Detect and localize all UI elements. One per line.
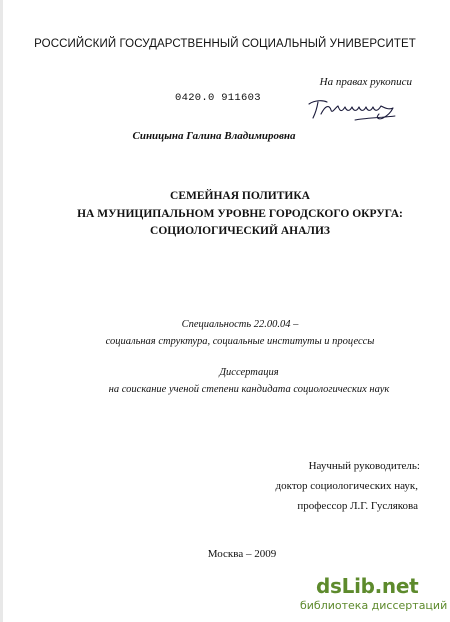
supervisor-block [276, 456, 420, 516]
title-line: СОЦИОЛОГИЧЕСКИЙ АНАЛИЗ [150, 225, 330, 237]
specialty-code: Специальность 22.00.04 – [181, 319, 299, 330]
dissertation-type-block [0, 364, 450, 398]
university-name: РОССИЙСКИЙ ГОСУДАРСТВЕННЫЙ СОЦИАЛЬНЫЙ УНИВЕРСИТЕТ [34, 38, 416, 50]
supervisor-label: Научный руководитель: [308, 460, 420, 472]
degree-description: на соискание ученой степени кандидата социологических наук [108, 384, 390, 395]
supervisor-name: профессор Л.Г. Гуслякова [297, 500, 418, 512]
page-edge [0, 0, 3, 622]
title-line: СЕМЕЙНАЯ ПОЛИТИКА [170, 190, 310, 202]
watermark-caption: библиотека диссертаций [300, 599, 448, 612]
dslib-watermark [300, 573, 446, 617]
city-year: Москва – 2009 [207, 548, 277, 560]
specialty-name: социальная структура, социальные институты и процессы [105, 336, 375, 347]
supervisor-degree: доктор социологических наук, [275, 480, 418, 492]
author-name: Синицына Галина Владимировна [132, 130, 296, 142]
title-line: НА МУНИЦИПАЛЬНОМ УРОВНЕ ГОРОДСКОГО ОКРУГА: [77, 207, 403, 220]
handwritten-signature [305, 96, 400, 122]
watermark-logo: dsLib.net [316, 574, 419, 598]
rights-note: На правах рукописи [319, 76, 412, 88]
specialty-block [0, 316, 450, 350]
dissertation-label: Диссертация [219, 367, 279, 378]
registration-number: 0420.0 911603 [175, 92, 261, 104]
dissertation-title [0, 188, 450, 241]
